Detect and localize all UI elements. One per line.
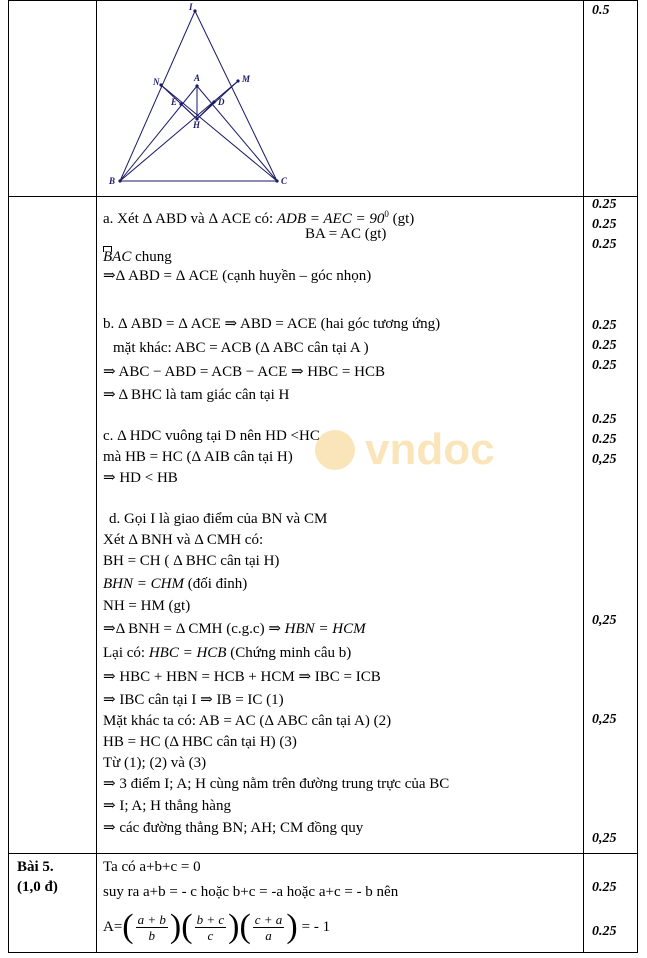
problem-points: (1,0 đ) <box>17 879 58 895</box>
figure-cell <box>97 1 584 197</box>
line-d13: ⇒ 3 điểm I; A; H cùng nằm trên đường trung trực của BC <box>103 776 450 792</box>
points-cell <box>584 854 638 953</box>
score: 0.25 <box>592 432 617 447</box>
line-d10: Mặt khác ta có: AB = AC (Δ ABC cân tại A) (2) <box>103 713 392 729</box>
row-bai-5 <box>9 854 638 953</box>
answer-sheet <box>8 0 638 946</box>
row-figure <box>9 1 638 197</box>
fraction-2: ( $\frac{b + c}{c}$ ) <box>181 910 239 944</box>
line-d14: ⇒ I; A; H thẳng hàng <box>103 798 231 814</box>
line-5-2: suy ra a+b = - c hoặc b+c = -a hoặc a+c = - b nên <box>103 884 399 900</box>
points-cell <box>584 1 638 197</box>
row-label-cell <box>9 1 97 197</box>
line-a1: a. Xét Δ ABD và Δ ACE có: ADB = AEC = $90^0$ (gt) <box>103 209 415 227</box>
line-d6: ⇒Δ BNH = Δ CMH (c.g.c) ⇒ HBN = HCM <box>103 621 366 637</box>
line-b1: b. Δ ABD = Δ ACE ⇒ ABD = ACE (hai góc tương ứng) <box>103 316 441 332</box>
line-b3: ⇒ ABC − ABD = ACB − ACE ⇒ HBC = HCB <box>103 364 385 380</box>
point-label-n: N <box>153 77 160 87</box>
point-label-c: C <box>281 176 288 186</box>
line-d12: Từ (1); (2) và (3) <box>103 755 207 771</box>
score: 0,25 <box>592 452 617 467</box>
line-c2: mà HB = HC (Δ AIB cân tại H) <box>103 449 293 465</box>
point-label-e: E <box>171 97 178 107</box>
line-d15: ⇒ các đường thẳng BN; AH; CM đồng quy <box>103 820 364 836</box>
line-b4: ⇒ Δ BHC là tam giác cân tại H <box>103 387 290 403</box>
point-label-d: D <box>218 97 225 107</box>
line-d11: HB = HC (Δ HBC cân tại H) (3) <box>103 734 297 750</box>
line-c1: c. Δ HDC vuông tại D nên HD <HC <box>103 428 320 444</box>
score: 0,25 <box>592 831 617 846</box>
score: 0.25 <box>592 412 617 427</box>
line-c3: ⇒ HD < HB <box>103 470 178 486</box>
line-a4: ⇒Δ ABD = Δ ACE (cạnh huyền – góc nhọn) <box>103 268 372 284</box>
line-5-3: A= ( $\frac{a + b}{b}$ ) ( $\frac{b + c}{c}$ ) ( $\frac{c + a}{a}$ ) = - 1 <box>103 908 330 946</box>
line-d1: d. Gọi I là giao điểm của BN và CM <box>109 511 328 527</box>
line-d8: ⇒ HBC + HBN = HCB + HCM ⇒ IBC = ICB <box>103 669 381 685</box>
bai-5-cell <box>97 854 584 953</box>
score: 0.5 <box>592 3 610 18</box>
line-d5: NH = HM (gt) <box>103 598 191 614</box>
score: 0,25 <box>592 613 617 628</box>
score: 0.25 <box>592 338 617 353</box>
score: 0.25 <box>592 217 617 232</box>
vndoc-watermark <box>311 420 541 480</box>
row-label-cell <box>9 854 97 953</box>
line-a3: BAC chung <box>103 249 172 265</box>
line-a2: BA = AC (gt) <box>305 226 387 242</box>
row-label-cell <box>9 197 97 854</box>
answer-table <box>8 0 638 953</box>
line-d7: Lại có: HBC = HCB (Chứng minh câu b) <box>103 645 352 661</box>
point-label-a: A <box>194 73 201 83</box>
line-d9: ⇒ IBC cân tại I ⇒ IB = IC (1) <box>103 692 284 708</box>
line-d4: BHN = CHM (đối đỉnh) <box>103 576 248 592</box>
line-b2: mặt khác: ABC = ACB (Δ ABC cân tại A ) <box>113 340 369 356</box>
fraction-1: ( $\frac{a + b}{b}$ ) <box>122 910 181 944</box>
point-label-i: I <box>189 2 193 12</box>
row-solution <box>9 197 638 854</box>
score: 0.25 <box>592 358 617 373</box>
point-label-h: H <box>193 120 201 130</box>
mascot-icon <box>315 430 355 470</box>
score: 0,25 <box>592 712 617 727</box>
line-d2: Xét Δ BNH và Δ CMH có: <box>103 532 264 548</box>
score: 0.25 <box>592 924 617 939</box>
problem-title: Bài 5. <box>17 859 54 875</box>
fraction-3: ( $\frac{c + a}{a}$ ) <box>239 910 297 944</box>
score: 0.25 <box>592 197 617 212</box>
line-5-1: Ta có a+b+c = 0 <box>103 859 201 875</box>
watermark-text: vndoc <box>365 425 495 474</box>
score: 0.25 <box>592 237 617 252</box>
points-cell <box>584 197 638 854</box>
solution-cell <box>97 197 584 854</box>
line-d3: BH = CH ( Δ BHC cân tại H) <box>103 553 280 569</box>
point-label-b: B <box>109 176 116 186</box>
score: 0.25 <box>592 880 617 895</box>
score: 0.25 <box>592 318 617 333</box>
point-label-m: M <box>242 74 251 84</box>
geometry-figure <box>97 1 587 191</box>
